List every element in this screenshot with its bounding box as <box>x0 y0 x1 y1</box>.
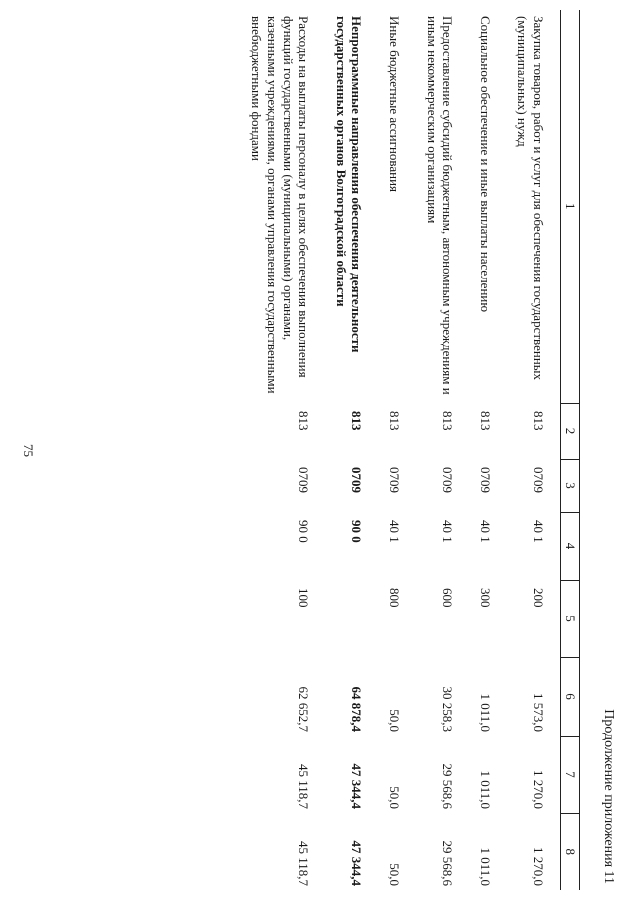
table-row <box>416 10 469 890</box>
table-body <box>241 10 561 890</box>
row-amount-2: 50,0 <box>387 786 403 809</box>
row-amount-2: 45 118,7 <box>296 763 312 809</box>
table-header <box>561 10 580 890</box>
row-target-code: 40 1 <box>477 520 493 543</box>
row-expense-type: 600 <box>440 588 456 608</box>
header-col-8: 8 <box>561 813 580 890</box>
row-name: Предоставление субсидий бюджетным, автономным учреждениям и иным некоммерческим организациям <box>424 16 456 395</box>
row-amount-2: 47 344,4 <box>349 763 365 809</box>
table-row <box>378 10 416 890</box>
row-amount-2: 29 568,6 <box>440 763 456 809</box>
row-section-code: 0709 <box>440 467 456 493</box>
row-ministry-code: 813 <box>296 411 312 431</box>
row-section-code: 0709 <box>387 467 403 493</box>
header-col-2: 2 <box>561 403 580 459</box>
budget-table <box>241 10 580 890</box>
row-section-code: 0709 <box>531 467 546 493</box>
row-amount-1: 62 652,7 <box>296 686 312 732</box>
appendix-continuation-note: Продолжение приложения 11 <box>601 709 616 884</box>
row-ministry-code: 813 <box>387 411 403 431</box>
row-amount-2: 1 011,0 <box>477 770 493 809</box>
row-expense-type: 200 <box>531 588 546 608</box>
row-section-code: 0709 <box>349 467 365 493</box>
row-section-code: 0709 <box>296 467 312 493</box>
row-target-code: 40 1 <box>531 520 546 543</box>
row-section-code: 0709 <box>477 467 493 493</box>
header-col-5: 5 <box>561 580 580 657</box>
row-amount-2: 1 270,0 <box>531 770 546 809</box>
row-amount-1: 1 011,0 <box>477 693 493 732</box>
header-col-6: 6 <box>561 657 580 736</box>
row-ministry-code: 813 <box>349 411 365 431</box>
header-col-7: 7 <box>561 736 580 813</box>
row-target-code: 40 1 <box>387 520 403 543</box>
row-ministry-code: 813 <box>531 411 546 431</box>
row-amount-1: 1 573,0 <box>531 693 546 732</box>
row-expense-type: 800 <box>387 588 403 608</box>
row-amount-3: 47 344,4 <box>349 840 365 886</box>
table-row <box>507 10 561 890</box>
row-amount-1: 64 878,4 <box>349 686 365 732</box>
row-target-code: 90 0 <box>296 520 312 543</box>
row-ministry-code: 813 <box>440 411 456 431</box>
row-ministry-code: 813 <box>477 411 493 431</box>
row-expense-type: 300 <box>477 588 493 608</box>
page-number: 75 <box>21 444 36 457</box>
row-name: Закупка товаров, работ и услуг для обеспечения государственных (муниципальных) нужд <box>515 16 546 381</box>
row-amount-1: 50,0 <box>387 709 403 732</box>
row-amount-3: 1 011,0 <box>477 847 493 886</box>
row-amount-3: 1 270,0 <box>531 847 546 886</box>
row-amount-1: 30 258,3 <box>440 686 456 732</box>
header-col-1: 1 <box>561 10 580 403</box>
table-row-subtotal <box>325 10 378 890</box>
row-name: Иные бюджетные ассигнования <box>387 16 403 193</box>
header-row <box>561 10 580 890</box>
header-col-4: 4 <box>561 512 580 580</box>
table-row <box>241 10 325 890</box>
row-name: Расходы на выплаты персоналу в целях обеспечения выполнения функций государственными (муниципальными) органами, казенными учреждениями, органами управления государственными внебюджетными фондами <box>249 16 312 394</box>
row-target-code: 40 1 <box>440 520 456 543</box>
header-col-3: 3 <box>561 459 580 512</box>
row-target-code: 90 0 <box>349 520 365 543</box>
row-name: Социальное обеспечение и иные выплаты населению <box>477 16 493 313</box>
row-amount-3: 45 118,7 <box>296 840 312 886</box>
row-expense-type: 100 <box>296 588 312 608</box>
table-row <box>469 10 507 890</box>
rotated-page-content <box>40 10 620 890</box>
row-amount-3: 29 568,6 <box>440 840 456 886</box>
row-name: Непрограммные направления обеспечения деятельности государственных органов Волгоградской области <box>333 16 365 353</box>
row-amount-3: 50,0 <box>387 863 403 886</box>
row-expense-type <box>325 580 378 657</box>
